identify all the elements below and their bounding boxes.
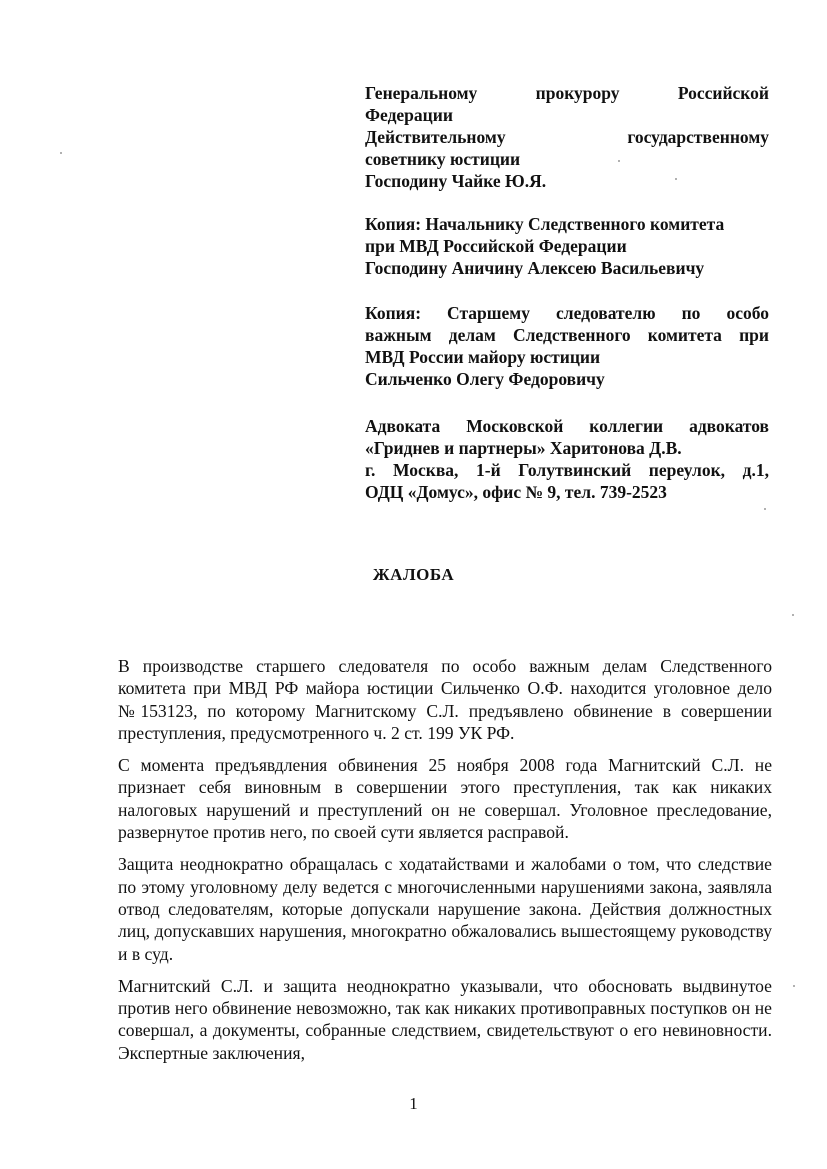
paragraph: Защита неоднократно обращалась с ходатайствами и жалобами о том, что следствие по этому уголовному делу ведется с многочисленными нарушениями закона, заявляла отвод следователям, которые допускали нарушение закона. Действия должностных лиц, допускавших нарушения, многократно обжаловались вышестоящему руководству и в суд. — [118, 854, 772, 964]
addressee-line: ОДЦ «Домус», офис № 9, тел. 739-2523 — [365, 482, 667, 502]
addressee-line: Господину Чайке Ю.Я. — [365, 171, 547, 191]
scan-speck — [675, 178, 677, 180]
addressee-line: важным делам Следственного комитета при — [365, 325, 769, 345]
scan-speck — [793, 985, 795, 987]
addressee-line: Адвоката Московской коллегии адвокатов — [365, 416, 769, 436]
addressee-line: Сильченко Олегу Федоровичу — [365, 369, 605, 389]
addressee-line: при МВД Российской Федерации — [365, 236, 627, 256]
addressee-line: Господину Аничину Алексею Васильевичу — [365, 258, 705, 278]
addressee-line: Генеральному прокурору Российской — [365, 83, 769, 103]
paragraph: Магнитский С.Л. и защита неоднократно указывали, что обосновать выдвинутое против него обвинение невозможно, так как никаких противоправных поступков он не совершал, а документы, собранные следствием, свидетельствуют о его невиновности. Экспертные заключения, — [118, 975, 772, 1063]
scan-speck — [792, 614, 794, 616]
complaint-body — [118, 655, 772, 1074]
document-title: ЖАЛОБА — [372, 565, 455, 584]
paragraph: В производстве старшего следователя по особо важным делам Следственного комитета при МВД РФ майора юстиции Сильченко О.Ф. находится уголовное дело №153123, по которому Магнитскому С.Л. предъявлено обвинение в совершении преступления, предусмотренного ч. 2 ст. 199 УК РФ. — [118, 656, 772, 743]
addressee-line: Копия: Начальнику Следственного комитета — [365, 214, 725, 234]
paragraph: С момента предъявдления обвинения 25 ноября 2008 года Магнитский С.Л. не признает себя виновным в совершении этого преступления, так как никаких налоговых нарушений и преступлений он не совершал. Уголовное преследование, развернутое против него, по своей сути является расправой. — [118, 755, 772, 843]
addressee-line: МВД России майору юстиции — [365, 347, 601, 367]
addressee-line: советнику юстиции — [365, 149, 521, 169]
addressee-line: «Гриднев и партнеры» Харитонова Д.В. — [365, 438, 682, 458]
scan-speck — [60, 152, 62, 154]
addressee-prosecutor-general — [365, 82, 769, 192]
addressee-line: Действительному государственному — [365, 127, 769, 147]
copy-senior-investigator — [365, 302, 769, 390]
scan-speck — [618, 160, 620, 162]
copy-investigative-committee-head — [365, 213, 769, 279]
addressee-line: г. Москва, 1-й Голутвинский переулок, д.1, — [365, 460, 769, 480]
page-number: 1 — [409, 1094, 418, 1113]
sender-lawyer — [365, 415, 769, 503]
addressee-line: Копия: Старшему следователю по особо — [365, 303, 769, 323]
addressee-line: Федерации — [365, 105, 453, 125]
scan-speck — [764, 508, 766, 510]
